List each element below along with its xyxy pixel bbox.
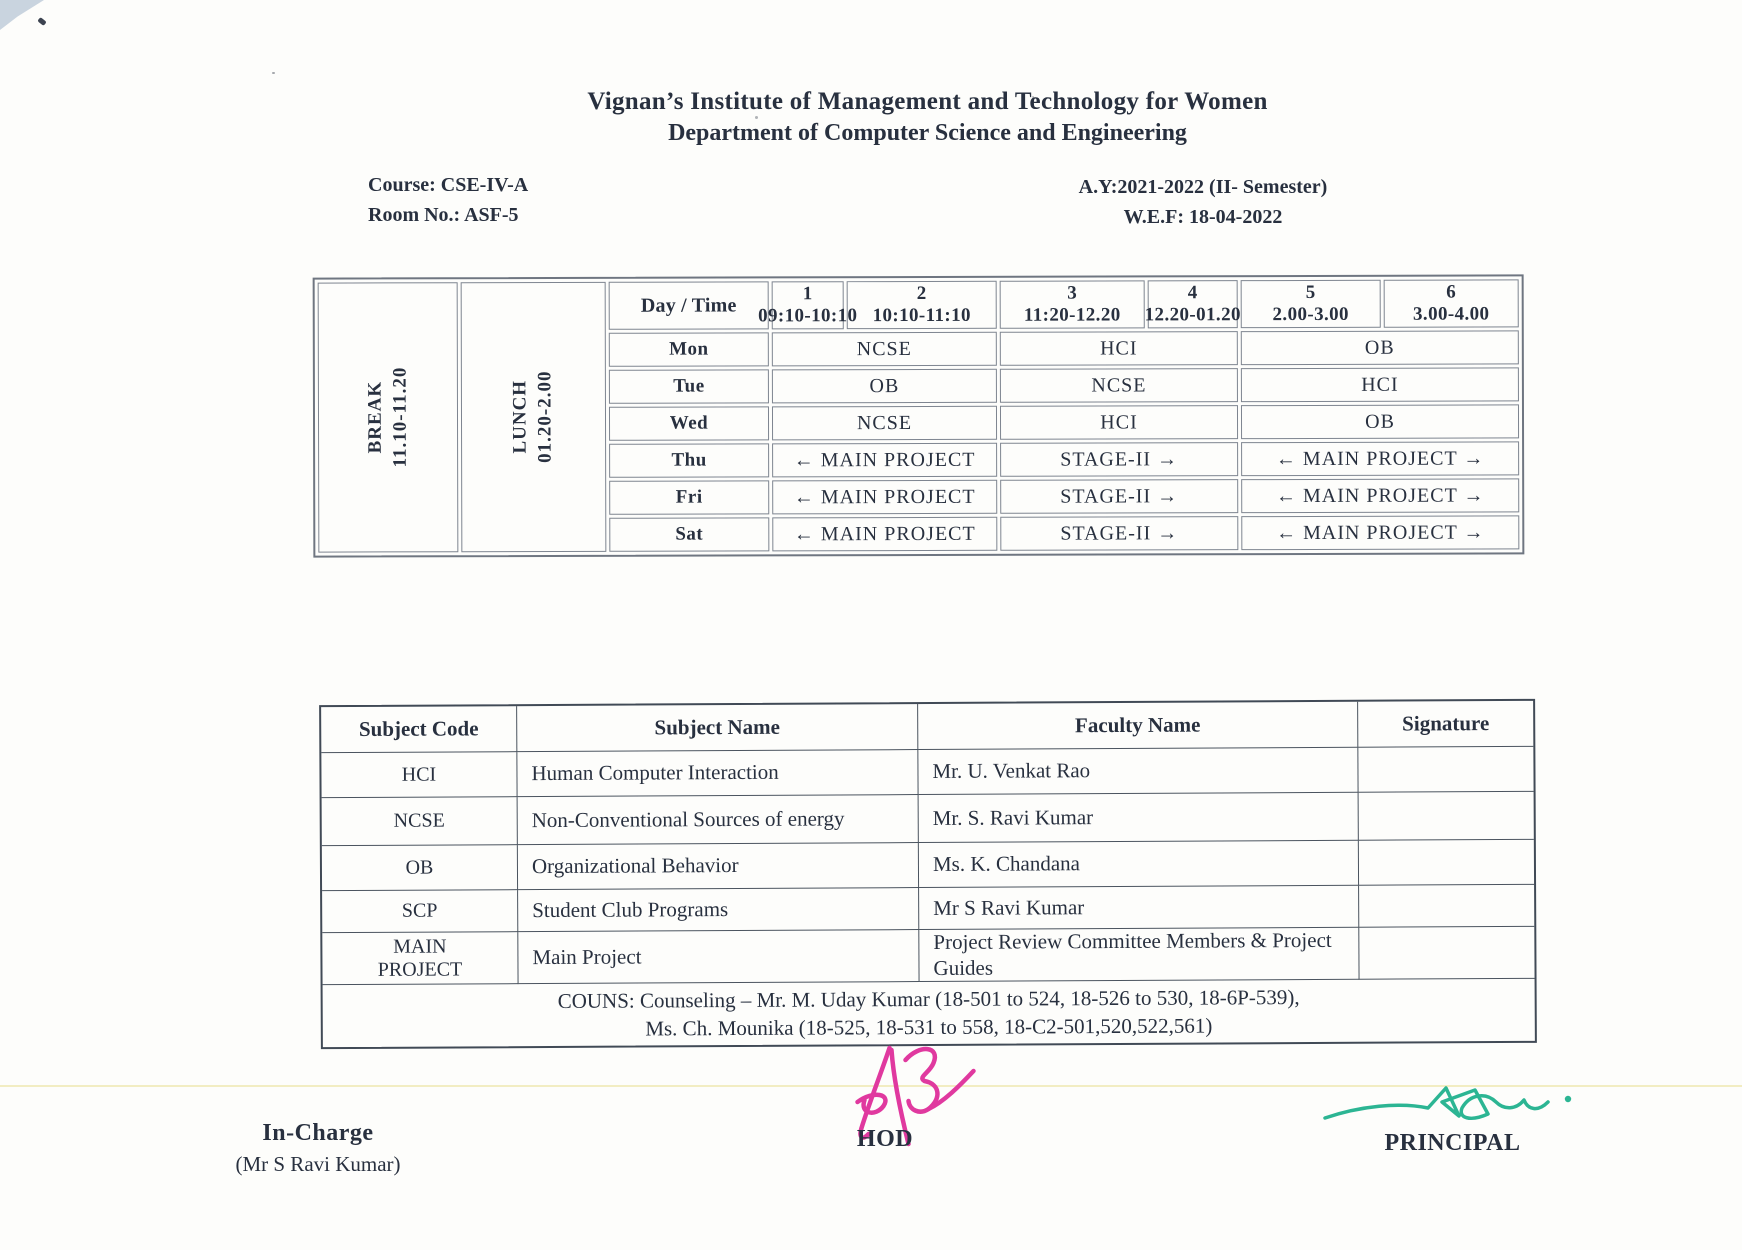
lunch-label: LUNCH 01.20-2.00 bbox=[509, 370, 556, 464]
room-label: Room No.: ASF-5 bbox=[368, 204, 519, 226]
timetable bbox=[313, 274, 1525, 557]
subject-code: HCI bbox=[321, 752, 517, 798]
timetable-cell: NCSE bbox=[1000, 368, 1238, 403]
timetable-cell: NCSE bbox=[772, 332, 997, 367]
timetable-cell: HCI bbox=[1241, 367, 1519, 402]
faculty-name: Mr. S. Ravi Kumar bbox=[919, 793, 1359, 843]
timetable-cell: HCI bbox=[1000, 331, 1238, 366]
day-cell-mon: Mon bbox=[609, 332, 769, 366]
wef-label: W.E.F: 18-04-2022 bbox=[1123, 206, 1283, 228]
period-header-3 bbox=[1000, 280, 1145, 328]
period-header-2 bbox=[847, 281, 997, 329]
counseling-line-2: Ms. Ch. Mounika (18-525, 18-531 to 558, 18-C2-501,520,522,561) bbox=[645, 1013, 1213, 1041]
faculty-name: Project Review Committee Members & Project Guides bbox=[919, 928, 1359, 982]
column-header: Faculty Name bbox=[918, 702, 1358, 750]
subject-name: Student Club Programs bbox=[518, 888, 919, 932]
period-number: 4 bbox=[1187, 282, 1198, 304]
timetable-cell: ← MAIN PROJECT → bbox=[1241, 515, 1519, 550]
principal-signature bbox=[1320, 1082, 1582, 1134]
period-time: 12.20-01.20 bbox=[1144, 304, 1241, 326]
period-header-5 bbox=[1241, 280, 1381, 328]
period-time: 11:20-12.20 bbox=[1023, 304, 1121, 326]
counseling-footnote bbox=[323, 979, 1535, 1047]
period-header-4 bbox=[1144, 280, 1241, 328]
scan-speck bbox=[37, 17, 46, 26]
faculty-name: Ms. K. Chandana bbox=[919, 841, 1359, 888]
incharge-name: (Mr S Ravi Kumar) bbox=[235, 1152, 401, 1176]
subject-code: OB bbox=[322, 845, 518, 891]
period-header-1 bbox=[758, 281, 858, 329]
column-header: Signature bbox=[1358, 701, 1533, 748]
day-cell-thu: Thu bbox=[609, 443, 769, 477]
period-header-6 bbox=[1384, 279, 1519, 327]
subjects-table bbox=[319, 699, 1537, 1049]
day-cell-tue: Tue bbox=[609, 369, 769, 403]
timetable-cell: STAGE-II → bbox=[1000, 516, 1238, 551]
period-time: 09:10-10:10 bbox=[758, 305, 858, 327]
signature-cell bbox=[1359, 840, 1534, 886]
period-time: 3.00-4.00 bbox=[1412, 303, 1490, 325]
incharge-label: In-Charge bbox=[262, 1120, 374, 1146]
timetable-cell: OB bbox=[1241, 404, 1519, 439]
signature-cell bbox=[1359, 927, 1534, 980]
break-label: BREAK 11.10-11.20 bbox=[364, 366, 411, 468]
timetable-cell: ← MAIN PROJECT bbox=[772, 480, 997, 515]
ay-label: A.Y:2021-2022 (II- Semester) bbox=[1078, 176, 1328, 198]
subject-code: SCP bbox=[322, 890, 518, 933]
faculty-name: Mr. U. Venkat Rao bbox=[918, 748, 1358, 795]
course-label: Course: CSE-IV-A bbox=[368, 174, 529, 196]
timetable-cell: NCSE bbox=[772, 406, 997, 441]
timetable-corner-header: Day / Time bbox=[609, 281, 769, 329]
hod-label: HOD bbox=[856, 1126, 914, 1152]
subject-name: Non-Conventional Sources of energy bbox=[518, 795, 919, 845]
period-number: 5 bbox=[1305, 282, 1316, 304]
period-number: 6 bbox=[1446, 281, 1457, 303]
principal-label: PRINCIPAL bbox=[1384, 1130, 1521, 1156]
course-info bbox=[368, 170, 528, 230]
period-number: 3 bbox=[1067, 282, 1078, 304]
scan-corner-artifact bbox=[0, 0, 44, 30]
day-cell-sat: Sat bbox=[609, 517, 769, 551]
subject-name: Human Computer Interaction bbox=[517, 750, 918, 797]
subject-name: Organizational Behavior bbox=[518, 843, 919, 890]
break-column bbox=[318, 282, 459, 552]
institute-title: Vignan’s Institute of Management and Technology for Women bbox=[587, 88, 1268, 115]
timetable-cell: STAGE-II → bbox=[1000, 442, 1238, 477]
day-cell-wed: Wed bbox=[609, 406, 769, 440]
timetable-cell: ← MAIN PROJECT → bbox=[1241, 478, 1519, 513]
column-header: Subject Name bbox=[517, 704, 918, 752]
signature-cell bbox=[1359, 792, 1534, 841]
subject-code: NCSE bbox=[322, 797, 518, 846]
timetable-cell: ← MAIN PROJECT bbox=[772, 443, 997, 478]
column-header: Subject Code bbox=[321, 706, 517, 753]
scan-speck bbox=[755, 116, 758, 119]
scan-speck bbox=[272, 72, 275, 74]
period-time: 2.00-3.00 bbox=[1272, 303, 1349, 326]
timetable-cell: STAGE-II → bbox=[1000, 479, 1238, 514]
signature-cell bbox=[1359, 885, 1534, 928]
lunch-column bbox=[461, 282, 607, 552]
period-time: 10:10-11:10 bbox=[872, 304, 971, 327]
subject-name: Main Project bbox=[518, 930, 919, 984]
counseling-line-1: COUNS: Counseling – Mr. M. Uday Kumar (18-501 to 524, 18-526 to 530, 18-6P-539), bbox=[557, 984, 1300, 1013]
timetable-cell: OB bbox=[772, 369, 997, 404]
academic-year-info bbox=[1078, 172, 1328, 232]
timetable-cell: OB bbox=[1241, 330, 1519, 365]
timetable-cell: ← MAIN PROJECT bbox=[772, 517, 997, 552]
subject-code: MAIN PROJECT bbox=[322, 932, 518, 985]
period-number: 1 bbox=[802, 283, 813, 305]
day-cell-fri: Fri bbox=[609, 480, 769, 514]
timetable-cell: HCI bbox=[1000, 405, 1238, 440]
signature-cell bbox=[1358, 747, 1533, 793]
period-number: 2 bbox=[916, 283, 927, 305]
timetable-cell: ← MAIN PROJECT → bbox=[1241, 441, 1519, 476]
department-subtitle: Department of Computer Science and Engineering bbox=[668, 120, 1187, 146]
faculty-name: Mr S Ravi Kumar bbox=[919, 886, 1359, 930]
